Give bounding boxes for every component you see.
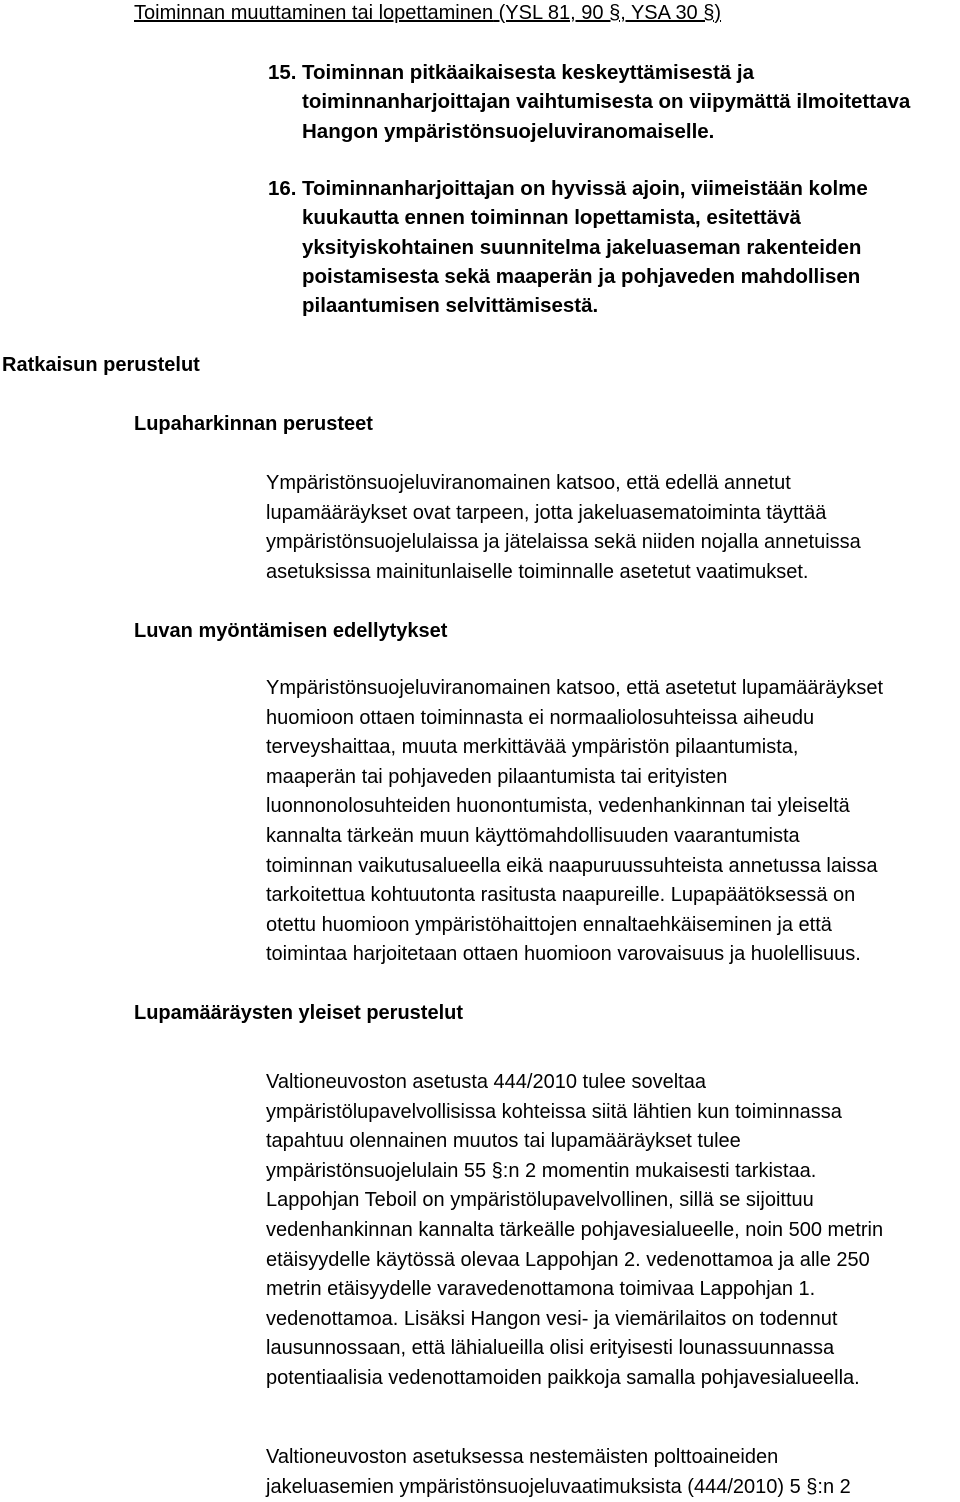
paragraph-line: jakeluasemien ympäristönsuojeluvaatimuksista (444/2010) 5 §:n 2 [266, 1475, 851, 1498]
paragraph-line: tarkoitettua kohtuutonta rasitusta naapureille. Lupapäätöksessä on [266, 884, 856, 907]
section-heading-text: Toiminnan muuttaminen tai lopettaminen [134, 2, 494, 24]
side-heading-justification: Ratkaisun perustelut [2, 354, 200, 376]
paragraph-line: ympäristönsuojelulaissa ja jätelaissa sekä niiden nojalla annetuissa [266, 531, 861, 554]
paragraph-line: Valtioneuvoston asetusta 444/2010 tulee soveltaa [266, 1071, 706, 1093]
paragraph-permit-conditions [266, 674, 883, 970]
decision-line: yksityiskohtainen suunnitelma jakeluaseman rakenteiden [302, 235, 862, 259]
paragraph-line: vedenhankinnan kannalta tärkeälle pohjavesialueelle, noin 500 metrin [266, 1218, 884, 1241]
decision-line: pilaantumisen selvittämisestä. [302, 294, 599, 318]
paragraph-line: potentiaalisia vedenottamoiden paikkoja samalla pohjavesialueella. [266, 1366, 860, 1389]
paragraph-general-justification [266, 1068, 883, 1394]
paragraph-line: luonnonolosuhteiden huonontumista, vedenhankinnan tai yleiseltä [266, 795, 850, 818]
section-heading-operation-change [134, 0, 721, 26]
paragraph-line: vedenottamoa. Lisäksi Hangon vesi- ja viemärilaitos on todennut [266, 1307, 838, 1330]
decision-line: Toiminnan pitkäaikaisesta keskeyttämisestä ja [302, 61, 754, 84]
paragraph-line: Valtioneuvoston asetuksessa nestemäisten polttoaineiden [266, 1446, 779, 1468]
paragraph-line: lausunnossaan, että lähialueilla olisi erityisesti lounassuunnassa [266, 1337, 835, 1360]
decision-line: kuukautta ennen toiminnan lopettamista, esitettävä [302, 206, 801, 230]
decision-line: Hangon ympäristönsuojeluviranomaiselle. [302, 119, 715, 143]
section-heading-permit-assessment: Lupaharkinnan perusteet [134, 413, 373, 435]
section-heading-general-justification: Lupamääräysten yleiset perustelut [134, 1002, 464, 1024]
decision-line: poistamisesta sekä maaperän ja pohjaveden mahdollisen [302, 264, 861, 288]
paragraph-line: lupamääräykset ovat tarpeen, jotta jakeluasematoiminta täyttää [266, 501, 827, 524]
paragraph-line: asetuksissa mainitunlaiselle toiminnalle asetetut vaatimukset. [266, 560, 809, 583]
section-heading-permit-conditions: Luvan myöntämisen edellytykset [134, 620, 448, 642]
paragraph-line: toimintaa harjoitetaan ottaen huomioon varovaisuus ja huolellisuus. [266, 943, 861, 966]
paragraph-line: etäisyydelle käytössä olevaa Lappohjan 2. vedenottamoa ja alle 250 [266, 1248, 870, 1271]
paragraph-line: Lappohjan Teboil on ympäristölupavelvollinen, sillä se sijoittuu [266, 1189, 814, 1212]
paragraph-line: toiminnan vaikutusalueella eikä naapuruussuhteista annetussa laissa [266, 854, 878, 877]
paragraph-line: maaperän tai pohjaveden pilaantumista tai erityisten [266, 765, 728, 788]
paragraph-line: tapahtuu olennainen muutos tai lupamääräykset tulee [266, 1130, 741, 1153]
paragraph-line: kannalta tärkeän muun käyttömahdollisuuden vaarantumista [266, 824, 800, 847]
paragraph-line: ympäristönsuojelulain 55 §:n 2 momentin mukaisesti tarkistaa. [266, 1159, 817, 1182]
paragraph-line: terveyshaittaa, muuta merkittävää ympäristön pilaantumista, [266, 736, 799, 759]
paragraph-line: huomioon ottaen toiminnasta ei normaaliolosuhteissa aiheudu [266, 706, 815, 729]
paragraph-line: ympäristölupavelvollisissa kohteissa siitä lähtien kun toiminnassa [266, 1100, 842, 1123]
decision-number: 16. [268, 177, 297, 200]
decision-item-16 [268, 174, 868, 320]
section-heading-legal-reference: (YSL 81, 90 §, YSA 30 §) [493, 2, 722, 24]
decision-line: Toiminnanharjoittajan on hyvissä ajoin, viimeistään kolme [302, 177, 868, 200]
paragraph-line: Ympäristönsuojeluviranomainen katsoo, että asetetut lupamääräykset [266, 677, 884, 699]
paragraph-decree-reference [266, 1443, 851, 1502]
decision-item-15 [268, 58, 910, 146]
paragraph-line: Ympäristönsuojeluviranomainen katsoo, että edellä annetut [266, 472, 791, 494]
decision-line: toiminnanharjoittajan vaihtumisesta on viipymättä ilmoitettava [302, 90, 911, 114]
decision-number: 15. [268, 61, 297, 84]
paragraph-permit-assessment [266, 469, 861, 587]
paragraph-line: metrin etäisyydelle varavedenottamona toimivaa Lappohjan 1. [266, 1278, 816, 1301]
paragraph-line: otettu huomioon ympäristöhaittojen ennaltaehkäiseminen ja että [266, 913, 832, 936]
